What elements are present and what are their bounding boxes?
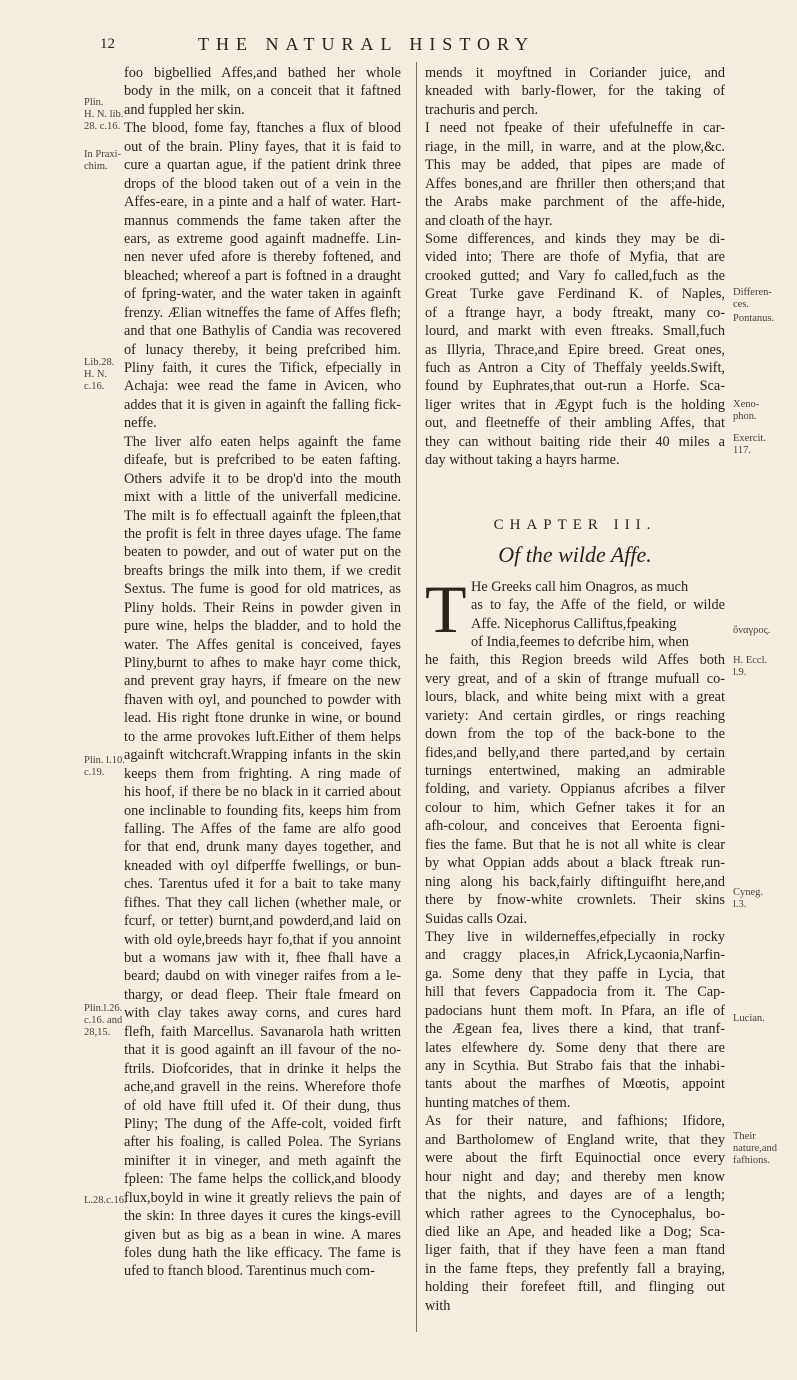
margin-note: Plin.l.26. bbox=[84, 1003, 123, 1014]
text-line: beaten to powder, and out of water put on the bbox=[124, 544, 401, 561]
text-line: folding, and variety. Oppianus afcribes a filver bbox=[425, 781, 725, 798]
text-line: and that one Bathylis of Candia was recovered bbox=[124, 323, 401, 340]
text-line: Others advife it to be drop'd into the mouth bbox=[124, 470, 401, 487]
text-line: the Ægean fea, lives there a kind, that tranf- bbox=[425, 1021, 725, 1038]
margin-note: H. N. bbox=[84, 369, 108, 380]
text-line: his hoof, if there be no black in it carried about bbox=[124, 784, 401, 801]
running-head: THE NATURAL HISTORY bbox=[198, 34, 536, 54]
margin-note: Differen- bbox=[733, 287, 772, 298]
text-line: Affes bones,and are fhriller then others;and that bbox=[425, 175, 725, 192]
text-line: very great, and of a skin of ftrange mufuall co- bbox=[425, 670, 725, 687]
text-line: found by Euphrates,that out-run a Horfe. Sca- bbox=[425, 378, 725, 395]
text-line: of fpring-water, and the water taken in againft bbox=[124, 286, 401, 303]
left-column bbox=[124, 64, 401, 1281]
right-column bbox=[425, 64, 725, 1315]
margin-note: 28. c.16. bbox=[84, 121, 121, 132]
text-line: of lunacy thereby, it being prefcribed him. bbox=[124, 341, 401, 358]
text-line: ufed to ftanch blood. Tarentinus much com- bbox=[124, 1263, 375, 1280]
text-line: of a ftrange hayr, a body ftreakt, many co- bbox=[425, 304, 725, 321]
margin-note: l.3. bbox=[733, 899, 747, 910]
text-line: hill that fevers Cappadocia from it. The Cap- bbox=[425, 984, 725, 1001]
right-column-text-bottom bbox=[425, 570, 725, 1316]
text-line: The milt is fo effectuall againft the fpleen,that bbox=[124, 507, 401, 524]
text-line: fpleen: The fame helps the collick,and bloody bbox=[124, 1171, 401, 1188]
text-line: frenzy. Ælian witneffes the fame of Affes flefh; bbox=[124, 304, 401, 321]
text-line: keeps them from frighting. A ring made of bbox=[124, 765, 401, 782]
margin-note: l.9. bbox=[733, 667, 747, 678]
text-line: out, and fleetneffe of their ambling Affes, that bbox=[425, 415, 725, 432]
text-line: vided into; There are thofe of Myfia, that are bbox=[425, 249, 725, 266]
text-line: ache,and gravell in the reins. Wherefore thofe bbox=[124, 1079, 401, 1096]
text-line: Pliny faith, it cures the Tifick, efpecially in bbox=[124, 360, 401, 376]
text-line: and fuppled her skin. bbox=[124, 101, 245, 118]
margin-note: In Praxi- bbox=[84, 149, 122, 160]
right-column-text-top bbox=[425, 64, 725, 470]
page-header bbox=[0, 36, 797, 60]
text-line: Affes-eare, in a pinte and a half of water. Hart- bbox=[124, 194, 401, 211]
text-line: againft witchcraft.Wrapping infants in the skin bbox=[124, 747, 401, 764]
title-spacer bbox=[425, 570, 725, 578]
chapter-title: Of the wilde Affe. bbox=[498, 541, 652, 567]
text-line: thargy, or dead fleep. Their ftale fmeard on bbox=[124, 986, 401, 1003]
text-line: holding their forefeet ftill, and flinging out bbox=[425, 1279, 725, 1296]
margin-note: 117. bbox=[733, 445, 751, 456]
text-line: liger writes that in Ægypt fuch is the holding bbox=[425, 396, 725, 413]
text-line: fies the fame. But that he is not all white is clear bbox=[425, 836, 725, 853]
margin-note: c.19. bbox=[84, 767, 105, 778]
margin-note: Xeno- bbox=[733, 399, 760, 410]
text-line: colour to him, which Gefner takes it for an bbox=[425, 799, 725, 816]
text-line: Pliny holds. Their Reins in powder given in bbox=[124, 599, 401, 616]
text-line: flux,boyld in wine it greatly relievs the pain of bbox=[124, 1189, 401, 1206]
text-line: for that end, drunk many dayes together, and bbox=[124, 839, 401, 856]
text-line: Pliny; The dung of the Affe-colt, voided firft bbox=[124, 1115, 401, 1132]
margin-note: Lucian. bbox=[733, 1013, 765, 1024]
margin-note: H. Eccl. bbox=[733, 655, 768, 666]
text-line: lead. His right ftone drunke in wine, or bound bbox=[124, 710, 401, 727]
text-line: variety: And certain girdles, or rings reaching bbox=[425, 707, 725, 724]
margin-note: Plin. bbox=[84, 97, 104, 108]
margin-note: L.28.c.16. bbox=[84, 1195, 127, 1206]
text-line: to the arme provokes luft.Either of them helps bbox=[124, 728, 401, 745]
text-line: ears, as extreme good againft madneffe. Lin- bbox=[124, 230, 401, 247]
text-line: The liver alfo eaten helps againft the fame bbox=[124, 433, 401, 450]
text-line: He Greeks call him Onagros, as much bbox=[471, 578, 689, 595]
text-line: fuch as Antron a City of Theffaly yeelds.Swift, bbox=[425, 360, 725, 376]
chapter-spacer bbox=[425, 470, 725, 510]
text-line: They live in wilderneffes,efpecially in rocky bbox=[425, 928, 725, 945]
text-line: with bbox=[425, 1297, 451, 1314]
text-line: of India,feemes to defcribe him, when bbox=[471, 633, 689, 650]
text-line: after his foaling, is called Polea. The Syrians bbox=[124, 1134, 401, 1151]
text-line: any in Scythia. But Strabo fais that the inhabi- bbox=[425, 1058, 725, 1074]
margin-note: Cyneg. bbox=[733, 887, 764, 898]
text-line: padocians hunt them moft. In Pfara, an ifle of bbox=[425, 1002, 725, 1019]
text-line: ftrils. Diofcorides, that in drinke it helps the bbox=[124, 1060, 401, 1077]
text-line: Achaja: wee read the fame in Avicen, who bbox=[124, 378, 401, 395]
text-line: As for their nature, and fafhions; Ifidore, bbox=[425, 1113, 725, 1130]
text-line: ga. Some deny that they paffe in Lycia, that bbox=[425, 965, 725, 982]
text-line: cure a quartan ague, if the patient drink three bbox=[124, 157, 401, 174]
margin-note: ces. bbox=[733, 299, 750, 310]
text-line: fcurf, or tetter) burnt,and powderd,and laid on bbox=[124, 913, 401, 930]
text-line: Affe. Nicephorus Calliftus,fpeaking bbox=[471, 615, 677, 632]
margin-note: Their bbox=[733, 1131, 756, 1142]
text-line: which rather agrees to the Cynocephalus, bo- bbox=[425, 1205, 725, 1222]
text-line: Suidas calls Ozai. bbox=[425, 910, 528, 927]
text-line: of old have ftill ufed it. Of their dung, thus bbox=[124, 1097, 401, 1114]
margin-note: c.16. and bbox=[84, 1015, 123, 1026]
text-line: difeafe, but is prefcribed to be eaten fafting. bbox=[124, 452, 401, 469]
text-line: liger faith, that if they have feen a man ftand bbox=[425, 1242, 725, 1259]
text-line: with old oyle,breeds hayr fo,that if you annoint bbox=[124, 931, 401, 948]
column-divider bbox=[416, 62, 417, 1332]
text-line: day without taking a hayrs harme. bbox=[425, 452, 620, 469]
text-line: fides,and belly,and there parted,and by certain bbox=[425, 744, 725, 761]
page-number: 12 bbox=[100, 36, 115, 52]
text-line: mannus commends the fame taken after the bbox=[124, 212, 401, 229]
text-line: and prevent gray hayrs, if fmeare on the new bbox=[124, 673, 401, 690]
text-line: foo bigbellied Affes,and bathed her whole bbox=[124, 65, 401, 81]
text-line: with clay takes away corns, and cures hard bbox=[124, 1005, 401, 1022]
text-line: were about the firft Equinoctial once every bbox=[425, 1150, 725, 1167]
margin-note: ὄναγρος. bbox=[733, 625, 771, 636]
text-line: Some differences, and kinds they may be di- bbox=[425, 230, 725, 247]
text-line: body in the milk, on a conceit that it faftned bbox=[124, 83, 401, 100]
text-line: fifhes. That they call lichen (whether male, or bbox=[124, 894, 401, 911]
text-line: lours, black, and white being mixt with a great bbox=[425, 689, 725, 706]
text-line: beard; daubd on with vineger raifes from a le- bbox=[124, 968, 401, 985]
text-line: neffe. bbox=[124, 415, 157, 432]
text-line: drops of the blood taken out of a vein in the bbox=[124, 175, 401, 192]
text-line: as Illyria, Thrace,and Epire breed. Great ones, bbox=[425, 341, 725, 358]
text-line: ning along his back,fairly diftinguifht here,and bbox=[425, 873, 725, 890]
margin-note: nature,and bbox=[733, 1143, 778, 1154]
margin-note: Plin. l.10. bbox=[84, 755, 125, 766]
text-line: Sextus. The fume is good for old matrices, as bbox=[124, 581, 401, 598]
text-line: mends it moyftned in Coriander juice, and bbox=[425, 65, 725, 81]
text-line: flefh, faith Marcellus. Savanarola hath written bbox=[124, 1023, 401, 1040]
drop-cap: T bbox=[425, 570, 467, 647]
text-line: and cloath of the hayr. bbox=[425, 212, 553, 229]
text-line: bleached; whereof a part is foftned in a draught bbox=[124, 267, 401, 284]
text-line: by what Oppian adds about a black ftreak run- bbox=[425, 855, 725, 872]
margin-note: 28,15. bbox=[84, 1027, 111, 1038]
text-line: riage, in the mill, in warre, and at the plow,&c. bbox=[425, 138, 725, 155]
text-line: water. The Affes genital is conceived, fayes bbox=[124, 636, 401, 653]
text-line: as to fay, the Affe of the field, or wilde bbox=[471, 597, 725, 614]
text-line: the profit is felt in three dayes ufage. The fame bbox=[124, 525, 401, 542]
text-line: and Bartholomew of England write, that they bbox=[425, 1131, 725, 1148]
text-line: out of the brain. Pliny fayes, that it is faid to bbox=[124, 138, 401, 155]
text-line: one inclinable to founding fits, keeps him from bbox=[124, 802, 401, 819]
text-line: in the fame fteps, they prefently fall a braying, bbox=[425, 1260, 725, 1277]
margin-note: chim. bbox=[84, 161, 108, 172]
text-line: hunting matches of them. bbox=[425, 1094, 571, 1111]
text-line: crooked gutted; and Vary fo called,fuch as the bbox=[425, 267, 725, 284]
text-line: lourd, and markt with even ftreaks. Small,fuch bbox=[425, 323, 725, 340]
text-line: fhaven with oyl, and pounched to powder with bbox=[124, 691, 401, 708]
text-line: trachuris and perch. bbox=[425, 101, 539, 118]
text-line: falling. The Affes of the fame are alfo good bbox=[124, 820, 401, 837]
margin-note: Lib.28. bbox=[84, 357, 115, 368]
margin-note: phon. bbox=[733, 411, 757, 422]
text-line: down from the top of the back-bone to the bbox=[425, 726, 725, 743]
text-line: tants about the marfhes of Mœotis, appoint bbox=[425, 1076, 725, 1093]
text-line: mixt with a little of the univerfall medicine. bbox=[124, 489, 401, 506]
text-line: that it is good againft an ill favour of the no- bbox=[124, 1042, 401, 1059]
text-line: ches. Tarentus ufed it for a bait to take many bbox=[124, 876, 401, 893]
text-line: lates elfewhere dy. Some deny that there are bbox=[425, 1039, 725, 1056]
text-line: I need not fpeake of their ufefulneffe in car- bbox=[425, 120, 725, 137]
text-line: turnings entertwined, making an admirable bbox=[425, 763, 725, 779]
text-line: there by fnow-white crownlets. Their skins bbox=[425, 892, 725, 909]
text-line: the skin: In three dayes it cures the kings-evill bbox=[124, 1208, 401, 1225]
text-line: he faith, this Region breeds wild Affes both bbox=[425, 652, 725, 669]
text-line: given but as big as a bean in wine. A mares bbox=[124, 1226, 401, 1243]
margin-note: fafhions. bbox=[733, 1155, 771, 1166]
margin-note: c.16. bbox=[84, 381, 105, 392]
text-line: minifter it in vineger, and meth againft the bbox=[124, 1152, 401, 1169]
text-line: the Arabs make parchment of the affe-hide, bbox=[425, 194, 725, 211]
text-line: Pliny,burnt to afhes to make hayr come thick, bbox=[124, 655, 401, 671]
text-line: Great Turke gave Ferdinand K. of Naples, bbox=[425, 286, 725, 303]
text-line: hour night and day; and thereby men know bbox=[425, 1168, 725, 1185]
text-line: This may be added, that pipes are made of bbox=[425, 157, 725, 174]
text-line: afh-colour, and conceives that Eeroenta figni- bbox=[425, 818, 725, 835]
text-line: pure wine, helps the bladder, and to hold the bbox=[124, 618, 401, 635]
margin-note: Exercit. bbox=[733, 433, 766, 444]
text-line: that the nights, and dayes are of a length; bbox=[425, 1187, 725, 1204]
text-line: foles dung hath the like efficacy. The fame is bbox=[124, 1245, 401, 1261]
chapter-heading: CHAPTER III. bbox=[493, 516, 657, 533]
margin-note: H. N. lib. bbox=[84, 109, 124, 120]
text-line: addes that it is given in againft the falling fick- bbox=[124, 396, 401, 413]
text-line: but a womans jaw with it, fhee fhall have a bbox=[124, 950, 401, 966]
text-line: died like an Ape, and headed like a Dog; Sca- bbox=[425, 1223, 725, 1240]
text-line: kneaded with oyl difperffe fwellings, or bun- bbox=[124, 857, 401, 874]
text-line: breafts brings the milk into them, if we credit bbox=[124, 562, 401, 579]
margin-note: Pontanus. bbox=[733, 313, 775, 324]
text-line: they can without baiting ride their 40 miles a bbox=[425, 433, 725, 450]
text-line: The blood, fome fay, ftanches a flux of blood bbox=[124, 120, 401, 137]
text-line: and craggy places,in Africk,Lycaonia,Narfin- bbox=[425, 947, 725, 964]
text-line: kneaded with barly-flower, for the taking of bbox=[425, 83, 725, 100]
text-line: nen never ufed afore is thereby foftened, and bbox=[124, 249, 401, 266]
